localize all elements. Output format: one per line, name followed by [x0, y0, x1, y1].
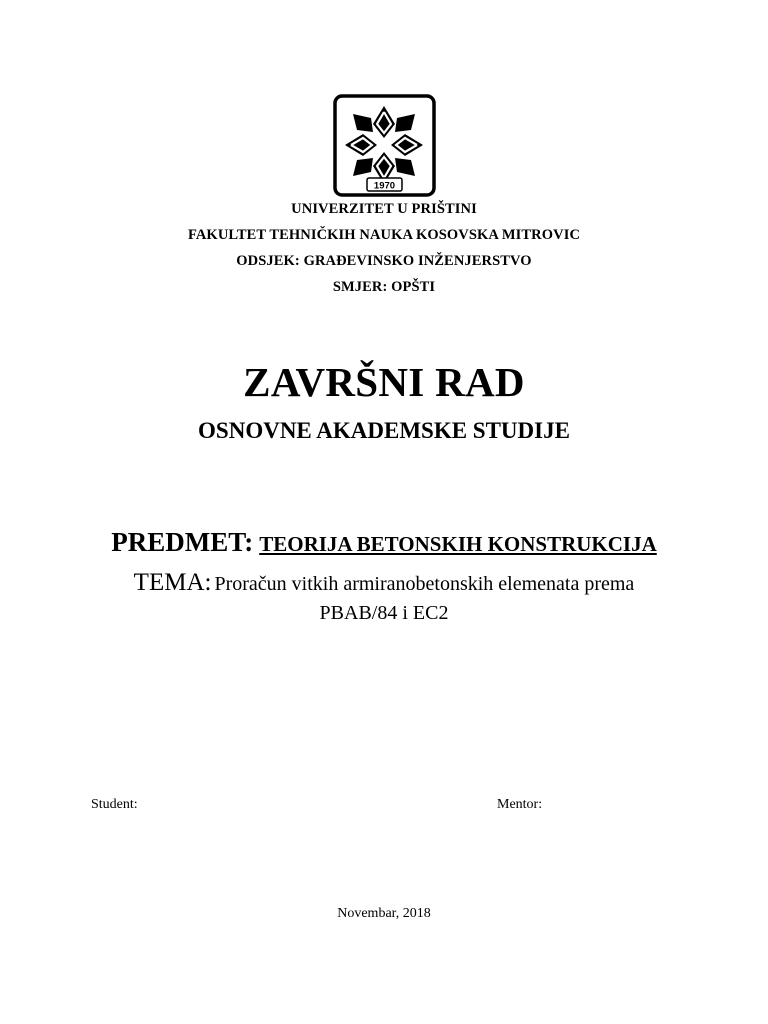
university-emblem-icon — [333, 94, 436, 197]
student-label: Student: — [91, 797, 138, 812]
topic-text-line-1: Proračun vitkih armiranobetonskih elemenata prema — [214, 573, 635, 595]
topic-line-1 — [0, 569, 768, 597]
emblem-year-text: 1970 — [373, 180, 396, 192]
document-date: Novembar, 2018 — [337, 906, 431, 921]
document-subtitle: OSNOVNE AKADEMSKE STUDIJE — [198, 418, 570, 443]
document-title: ZAVRŠNI RAD — [243, 359, 525, 405]
study-direction: SMJER: OPŠTI — [332, 279, 436, 295]
university-name: UNIVERZITET U PRIŠTINI — [291, 201, 477, 217]
mentor-label: Mentor: — [497, 797, 543, 812]
subject-value: TEORIJA BETONSKIH KONSTRUKCIJA — [259, 532, 657, 556]
topic-text-line-2: PBAB/84 i EC2 — [319, 602, 449, 624]
subject-line — [0, 527, 768, 558]
subject-label: PREDMET: — [111, 527, 254, 557]
department-name: ODSJEK: GRAĐEVINSKO INŽENJERSTVO — [236, 253, 532, 269]
topic-label: TEMA: — [133, 569, 212, 596]
faculty-name: FAKULTET TEHNIČKIH NAUKA KOSOVSKA MITROVIC — [187, 227, 581, 243]
